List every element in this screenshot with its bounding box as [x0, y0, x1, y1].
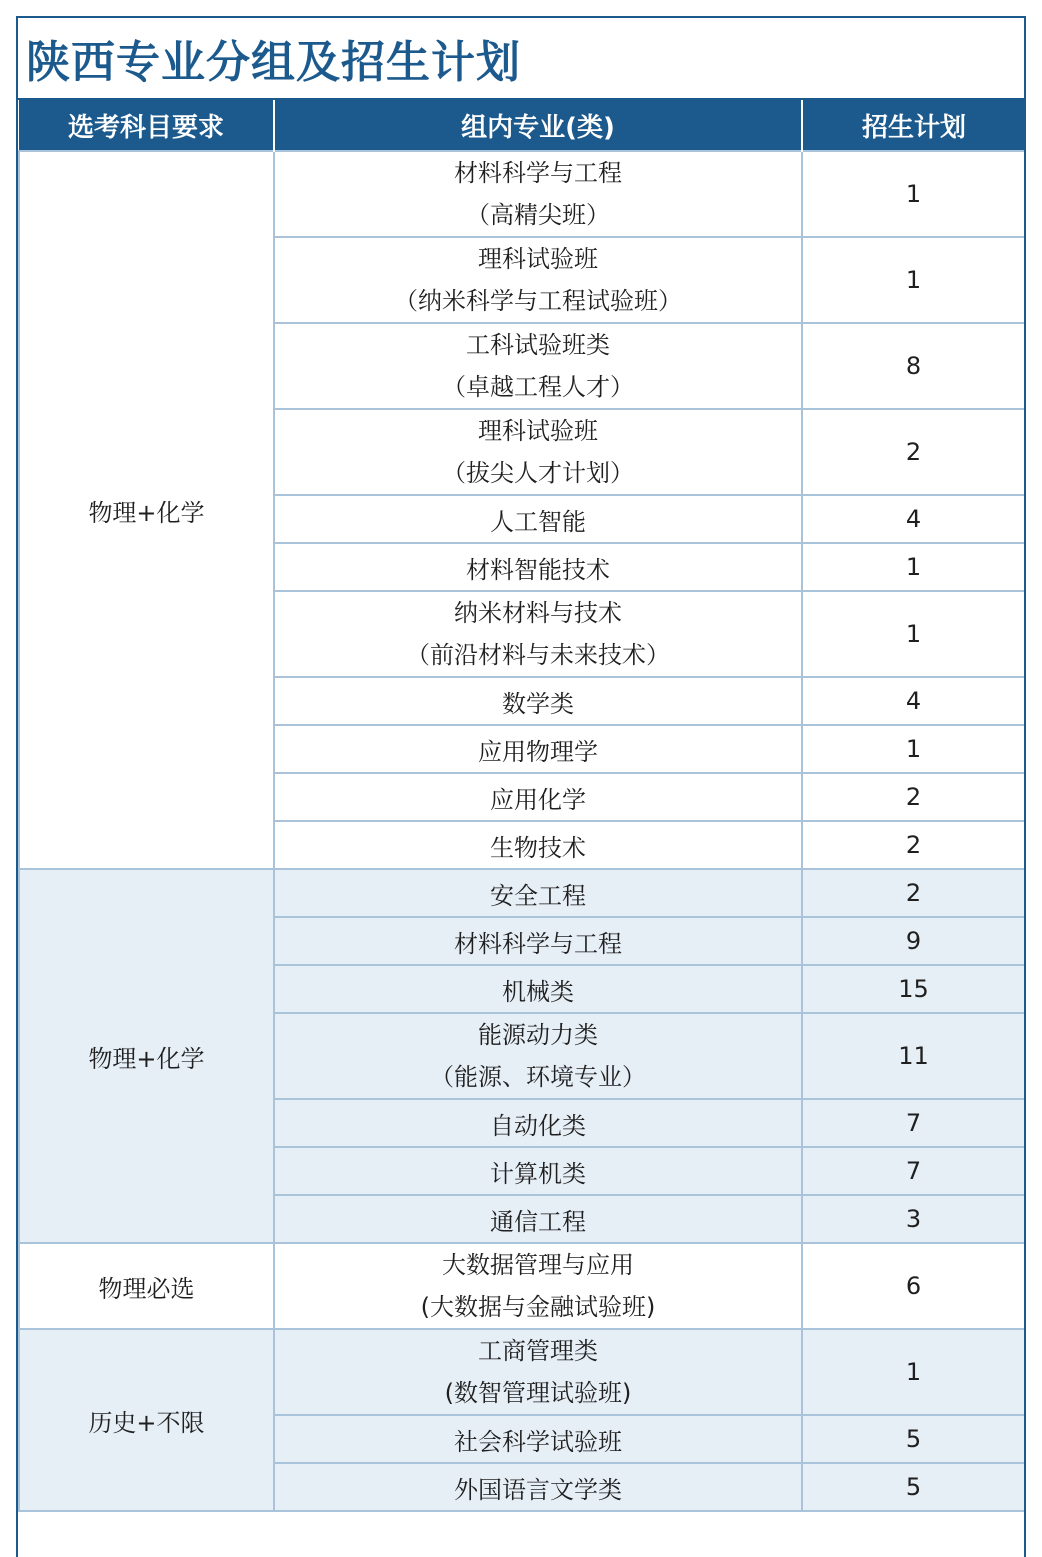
major-cell	[274, 237, 802, 323]
major-name: 能源动力类	[478, 1021, 598, 1049]
table-row	[19, 1243, 1025, 1329]
plan-count-cell: 11	[802, 1013, 1025, 1099]
major-name: 通信工程	[490, 1207, 586, 1236]
plan-count-cell: 1	[802, 151, 1025, 237]
major-name: 材料科学与工程	[454, 159, 622, 187]
major-name: 自动化类	[490, 1111, 586, 1140]
plan-count-cell: 1	[802, 725, 1025, 773]
plan-count-cell: 3	[802, 1195, 1025, 1243]
plan-count-cell: 2	[802, 821, 1025, 869]
header-requirement: 选考科目要求	[19, 100, 274, 151]
major-name: 社会科学试验班	[454, 1427, 622, 1456]
major-name: 计算机类	[490, 1159, 586, 1188]
plan-count-cell: 4	[802, 495, 1025, 543]
plan-count-cell: 1	[802, 543, 1025, 591]
major-name: 工商管理类	[478, 1337, 598, 1365]
title-bar	[18, 18, 1024, 100]
major-name: 应用物理学	[478, 737, 598, 766]
table-row	[19, 1329, 1025, 1415]
enrollment-plan-table	[18, 100, 1026, 1512]
plan-count-cell: 1	[802, 591, 1025, 677]
plan-count-cell: 6	[802, 1243, 1025, 1329]
major-note: （高精尖班）	[466, 201, 610, 229]
major-note: (数智管理试验班)	[444, 1379, 632, 1407]
table-row	[19, 151, 1025, 237]
major-note: （纳米科学与工程试验班）	[394, 287, 682, 315]
plan-count-cell: 5	[802, 1415, 1025, 1463]
major-cell	[274, 1243, 802, 1329]
major-name: 机械类	[502, 977, 574, 1006]
plan-count-cell: 1	[802, 237, 1025, 323]
major-cell	[274, 917, 802, 965]
plan-count-cell: 2	[802, 773, 1025, 821]
major-note: (大数据与金融试验班)	[420, 1293, 656, 1321]
plan-table-frame	[16, 16, 1026, 1557]
major-cell	[274, 1147, 802, 1195]
table-header-row	[19, 100, 1025, 151]
major-name: 外国语言文学类	[454, 1475, 622, 1504]
major-cell	[274, 323, 802, 409]
major-name: 纳米材料与技术	[454, 599, 622, 627]
major-note: （拔尖人才计划）	[442, 459, 634, 487]
major-cell	[274, 1013, 802, 1099]
major-name: 材料科学与工程	[454, 929, 622, 958]
major-cell	[274, 821, 802, 869]
major-cell	[274, 1195, 802, 1243]
major-cell	[274, 151, 802, 237]
major-name: 大数据管理与应用	[442, 1251, 634, 1279]
major-cell	[274, 495, 802, 543]
major-cell	[274, 1463, 802, 1511]
plan-count-cell: 2	[802, 409, 1025, 495]
page-title: 陕西专业分组及招生计划	[26, 37, 521, 88]
major-note: （前沿材料与未来技术）	[406, 641, 670, 669]
major-note: （卓越工程人才）	[442, 373, 634, 401]
plan-count-cell: 7	[802, 1147, 1025, 1195]
major-cell	[274, 1099, 802, 1147]
major-name: 安全工程	[490, 881, 586, 910]
major-cell	[274, 965, 802, 1013]
major-cell	[274, 1415, 802, 1463]
major-name: 人工智能	[490, 507, 586, 536]
major-name: 理科试验班	[478, 245, 598, 273]
major-cell	[274, 409, 802, 495]
plan-count-cell: 15	[802, 965, 1025, 1013]
major-name: 材料智能技术	[466, 555, 610, 584]
major-cell	[274, 725, 802, 773]
plan-count-cell: 5	[802, 1463, 1025, 1511]
major-cell	[274, 677, 802, 725]
major-name: 应用化学	[490, 785, 586, 814]
major-cell	[274, 869, 802, 917]
major-note: （能源、环境专业）	[430, 1063, 646, 1091]
subject-requirement-cell: 历史+不限	[19, 1329, 274, 1511]
subject-requirement-cell: 物理必选	[19, 1243, 274, 1329]
major-name: 工科试验班类	[466, 331, 610, 359]
header-plan: 招生计划	[802, 100, 1025, 151]
major-cell	[274, 773, 802, 821]
header-major: 组内专业(类)	[274, 100, 802, 151]
major-cell	[274, 591, 802, 677]
major-name: 理科试验班	[478, 417, 598, 445]
subject-requirement-cell: 物理+化学	[19, 151, 274, 869]
plan-count-cell: 1	[802, 1329, 1025, 1415]
major-cell	[274, 1329, 802, 1415]
table-body	[19, 151, 1025, 1511]
major-name: 生物技术	[490, 833, 586, 862]
subject-requirement-cell: 物理+化学	[19, 869, 274, 1243]
plan-count-cell: 9	[802, 917, 1025, 965]
plan-count-cell: 7	[802, 1099, 1025, 1147]
plan-count-cell: 2	[802, 869, 1025, 917]
table-row	[19, 869, 1025, 917]
plan-count-cell: 8	[802, 323, 1025, 409]
plan-count-cell: 4	[802, 677, 1025, 725]
major-cell	[274, 543, 802, 591]
major-name: 数学类	[502, 689, 574, 718]
